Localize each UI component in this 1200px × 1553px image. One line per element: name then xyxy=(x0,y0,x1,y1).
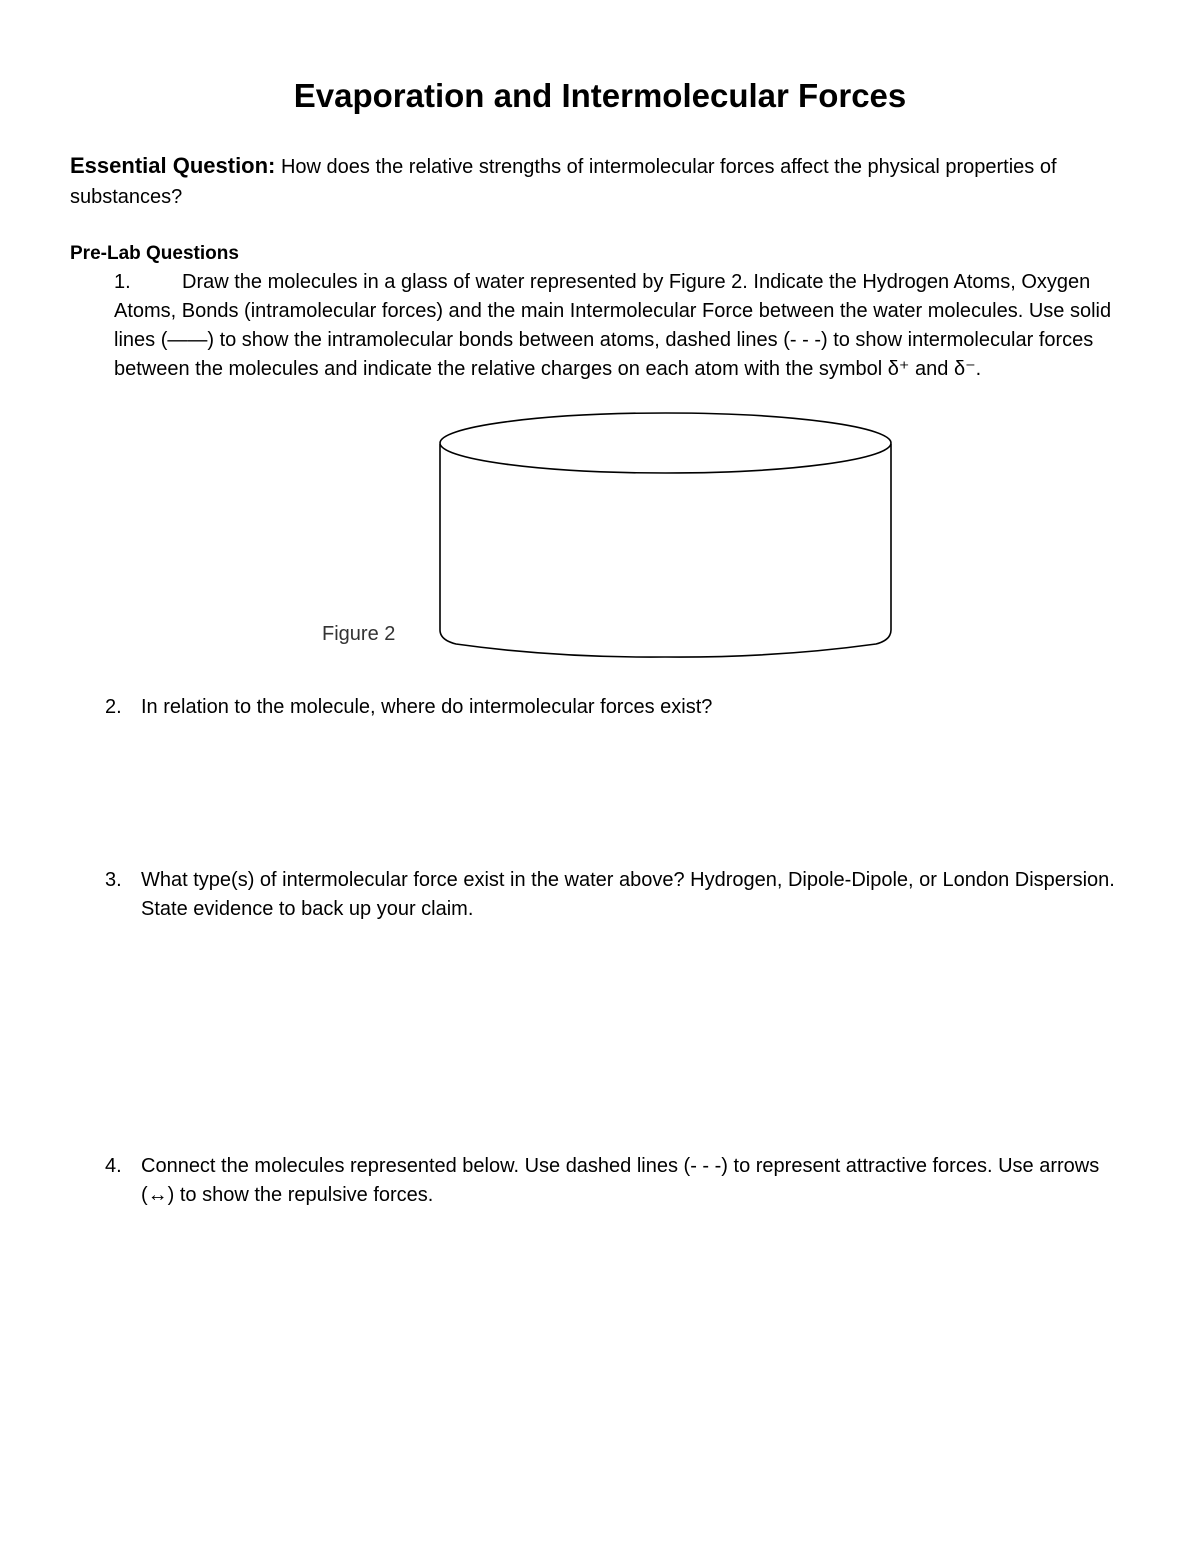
question-4 xyxy=(105,1152,1115,1210)
question-1-text: Draw the molecules in a glass of water represented by Figure 2. Indicate the Hydrogen Atoms, Oxygen Atoms, Bonds (intramolecular forces) and the main Intermolecular Force between the water molecules. Use solid lines (——) to show the intramolecular bonds between atoms, dashed lines (- - -) to show intermolecular forces between the molecules and indicate the relative charges on each atom with the symbol δ⁺ and δ⁻. xyxy=(114,271,1112,380)
essential-question xyxy=(70,151,1140,212)
essential-question-text: How does the relative strengths of intermolecular forces affect the physical properties of substances? xyxy=(70,156,1057,208)
question-2-number: 2. xyxy=(105,696,122,718)
question-1-number: 1. xyxy=(114,271,131,293)
page-title: Evaporation and Intermolecular Forces xyxy=(293,77,907,114)
question-4-number: 4. xyxy=(105,1155,122,1177)
question-3-number: 3. xyxy=(105,869,122,891)
prelab-heading: Pre-Lab Questions xyxy=(70,243,239,264)
cylinder-top xyxy=(440,413,891,473)
question-1 xyxy=(114,268,1114,384)
essential-question-label: Essential Question: xyxy=(70,153,276,178)
cylinder-body xyxy=(440,444,891,657)
figure-2-cylinder xyxy=(436,408,896,662)
question-3-text: What type(s) of intermolecular force exist in the water above? Hydrogen, Dipole-Dipole, or London Dispersion. State evidence to back up your claim. xyxy=(141,869,1115,920)
question-2-text: In relation to the molecule, where do intermolecular forces exist? xyxy=(141,696,713,718)
figure-2-label: Figure 2 xyxy=(322,623,396,645)
question-4-text: Connect the molecules represented below. Use dashed lines (- - -) to represent attractive forces. Use arrows (↔) to show the repulsive forces. xyxy=(141,1155,1100,1206)
question-2 xyxy=(105,693,1115,722)
question-3 xyxy=(105,866,1115,924)
